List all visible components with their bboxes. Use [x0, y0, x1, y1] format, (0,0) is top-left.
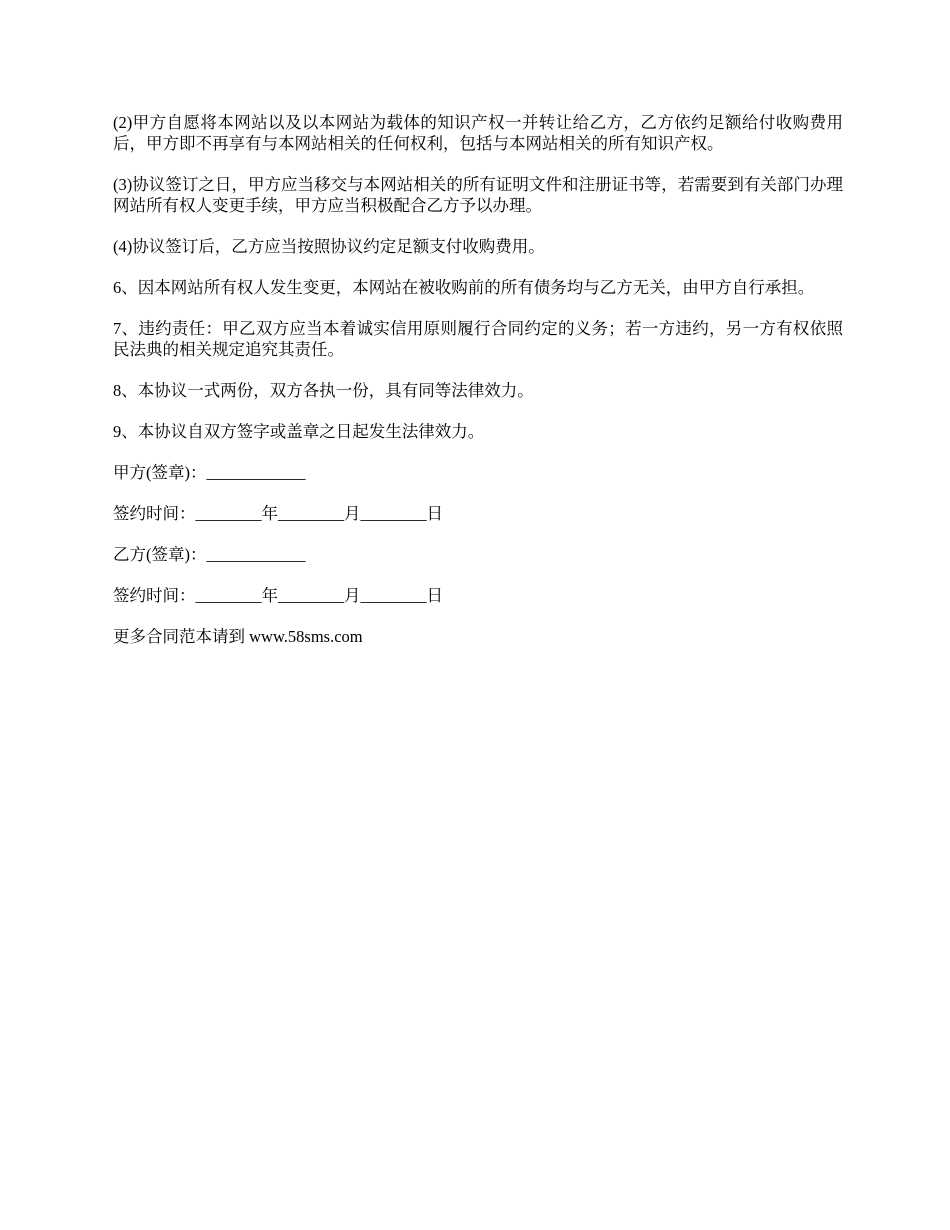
clause-6-debts: 6、因本网站所有权人发生变更，本网站在被收购前的所有债务均与乙方无关，由甲方自行承担。	[113, 278, 815, 297]
clause-7-breach-liability: 7、违约责任：甲乙双方应当本着诚实信用原则履行合同约定的义务；若一方违约，另一方有权依照民法典的相关规定追究其责任。	[113, 319, 843, 359]
clause-3-handover-documents: (3)协议签订之日，甲方应当移交与本网站相关的所有证明文件和注册证书等，若需要到有关部门办理网站所有权人变更手续，甲方应当积极配合乙方予以办理。	[113, 175, 843, 215]
party-a-date-line: 签约时间：________年________月________日	[113, 504, 443, 523]
document-page	[113, 112, 843, 667]
clause-8-copies: 8、本协议一式两份，双方各执一份，具有同等法律效力。	[113, 381, 534, 400]
party-a-signature-line: 甲方(签章)：____________	[113, 463, 306, 482]
clause-2-transfer-ip: (2)甲方自愿将本网站以及以本网站为载体的知识产权一并转让给乙方，乙方依约足额给付收购费用后，甲方即不再享有与本网站相关的任何权利，包括与本网站相关的所有知识产权。	[113, 113, 843, 153]
clause-4-payment: (4)协议签订后，乙方应当按照协议约定足额支付收购费用。	[113, 237, 545, 256]
footer-note: 更多合同范本请到 www.58sms.com	[113, 627, 363, 646]
party-b-signature-line: 乙方(签章)：____________	[113, 545, 306, 564]
clause-9-effective: 9、本协议自双方签字或盖章之日起发生法律效力。	[113, 422, 485, 441]
party-b-date-line: 签约时间：________年________月________日	[113, 586, 443, 605]
